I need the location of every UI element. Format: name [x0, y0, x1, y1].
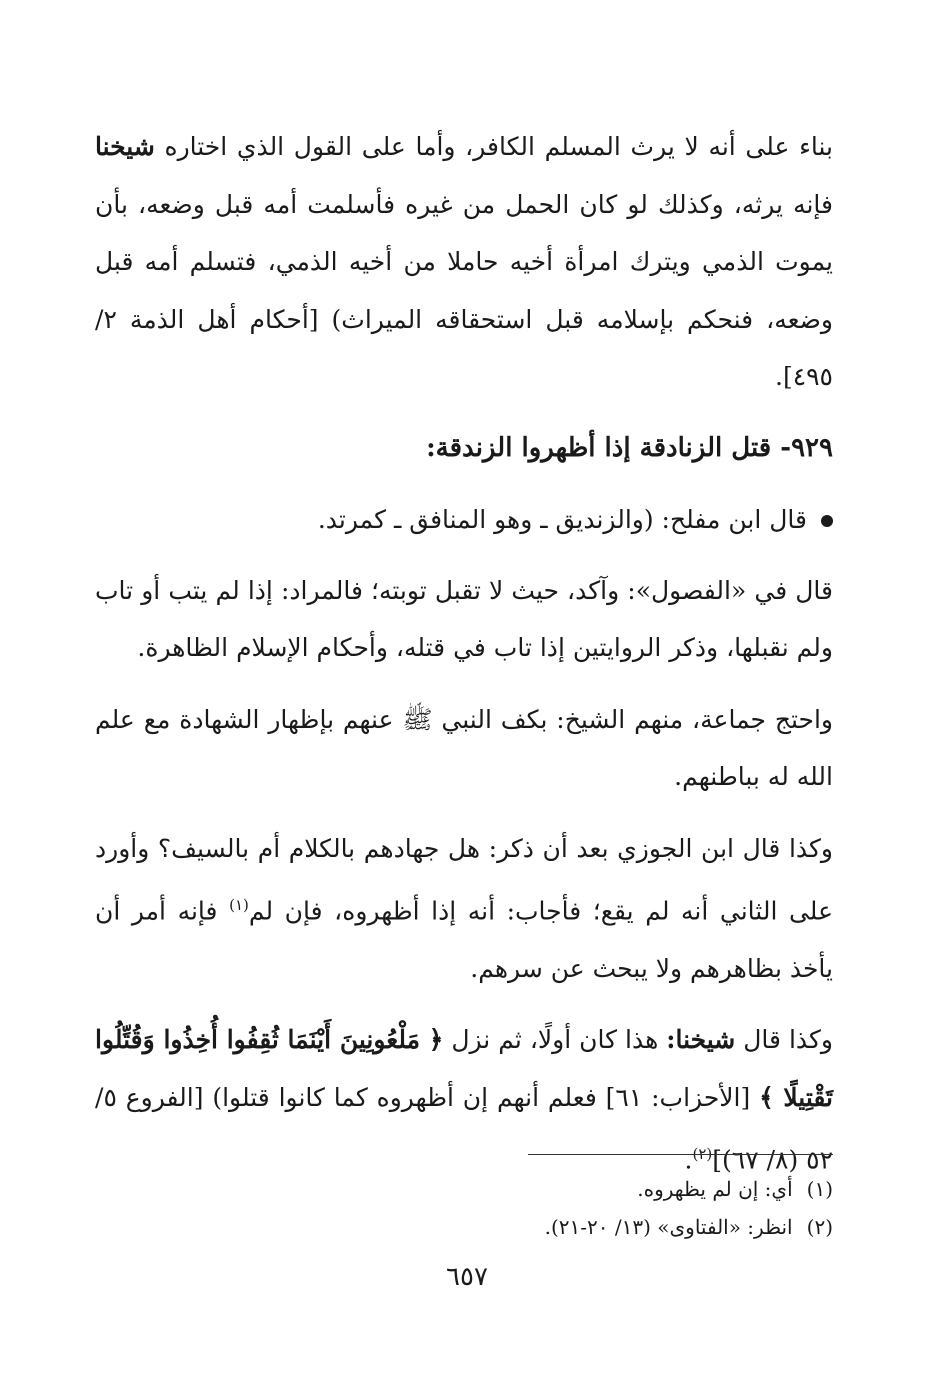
paragraph-1-text-b: فإنه يرثه، وكذلك لو كان الحمل من غيره فأسلمت أمه قبل وضعه، بأن يموت الذمي ويترك امرأة أخيه حاملا من أخيه الذمي، فتسلم أمه قبل وضعه، فنحكم بإسلامه قبل استحقاقه الميراث) [أحكام أهل الذمة ٢/ ٤٩٥]. — [95, 189, 833, 391]
paragraph-1-bold: شيخنا — [95, 132, 155, 161]
bullet-text: قال ابن مفلح: (والزنديق ـ وهو المنافق ـ كمرتد. — [317, 504, 807, 534]
paragraph-5-bold: شيخنا: — [666, 1025, 736, 1055]
page-number: ٦٥٧ — [446, 1262, 488, 1292]
paragraph-3: واحتج جماعة، منهم الشيخ: بكف النبي ﷺ عنهم بإظهار الشهادة مع علم الله له بباطنهم. — [95, 704, 833, 791]
section-heading: ٩٢٩- قتل الزنادقة إذا أظهروا الزندقة: — [426, 432, 833, 463]
paragraph-2: قال في «الفصول»: وآكد، حيث لا تقبل توبته؛ فالمراد: إذا لم يتب أو تاب ولم نقبلها، وذكر الروايتين إذا تاب في قتله، وأحكام الإسلام الظاهرة. — [95, 575, 833, 662]
footnote-ref-2[interactable]: (٢) — [692, 1145, 713, 1164]
bullet-item — [95, 491, 833, 548]
paragraph-1-text-a: بناء على أنه لا يرث المسلم الكافر، وأما على القول الذي اختاره — [154, 132, 833, 161]
footnote-1 — [95, 1170, 833, 1208]
paragraph-4 — [95, 820, 833, 998]
footnote-2-number: (٢) — [806, 1215, 833, 1239]
quran-verse: ﴿ مَلْعُونِينَ أَيْنَمَا ثُقِفُوا أُخِذُوا وَقُتِّلُوا تَقْتِيلًا ﴾ — [95, 1025, 833, 1112]
paragraph-5 — [95, 1011, 833, 1189]
paragraph-4-text-b: فإنه أمر أن يأخذ بظاهرهم ولا يبحث عن سرهم. — [95, 896, 833, 983]
footnotes — [95, 1170, 833, 1246]
paragraph-5-text-b: هذا كان أولًا، ثم نزل — [443, 1025, 667, 1055]
page-body — [95, 118, 833, 1189]
paragraph-5-text-a: وكذا قال — [735, 1025, 833, 1055]
footnote-1-text: أي: إن لم يظهروه. — [637, 1177, 793, 1201]
footnote-separator — [528, 1154, 833, 1155]
footnote-2 — [95, 1208, 833, 1246]
paragraph-5-end: . — [684, 1145, 693, 1175]
paragraph-5-text-c: [الأحزاب: ٦١] فعلم أنهم إن أظهروه كما كانوا قتلوا) [الفروع ٥/ ٥٢ (٨/ ٦٧)] — [95, 1082, 833, 1175]
paragraph-1 — [95, 118, 833, 406]
footnote-2-text: انظر: «الفتاوى» (١٣/ ٢٠-٢١). — [544, 1215, 793, 1239]
footnote-1-number: (١) — [806, 1177, 833, 1201]
paragraph-4-text-a: وكذا قال ابن الجوزي بعد أن ذكر: هل جهادهم بالكلام أم بالسيف؟ وأورد على الثاني أنه لم يقع؛ فأجاب: أنه إذا أظهروه، فإن لم — [95, 833, 833, 926]
footnote-ref-1[interactable]: (١) — [229, 896, 249, 914]
bullet-icon — [821, 515, 833, 527]
